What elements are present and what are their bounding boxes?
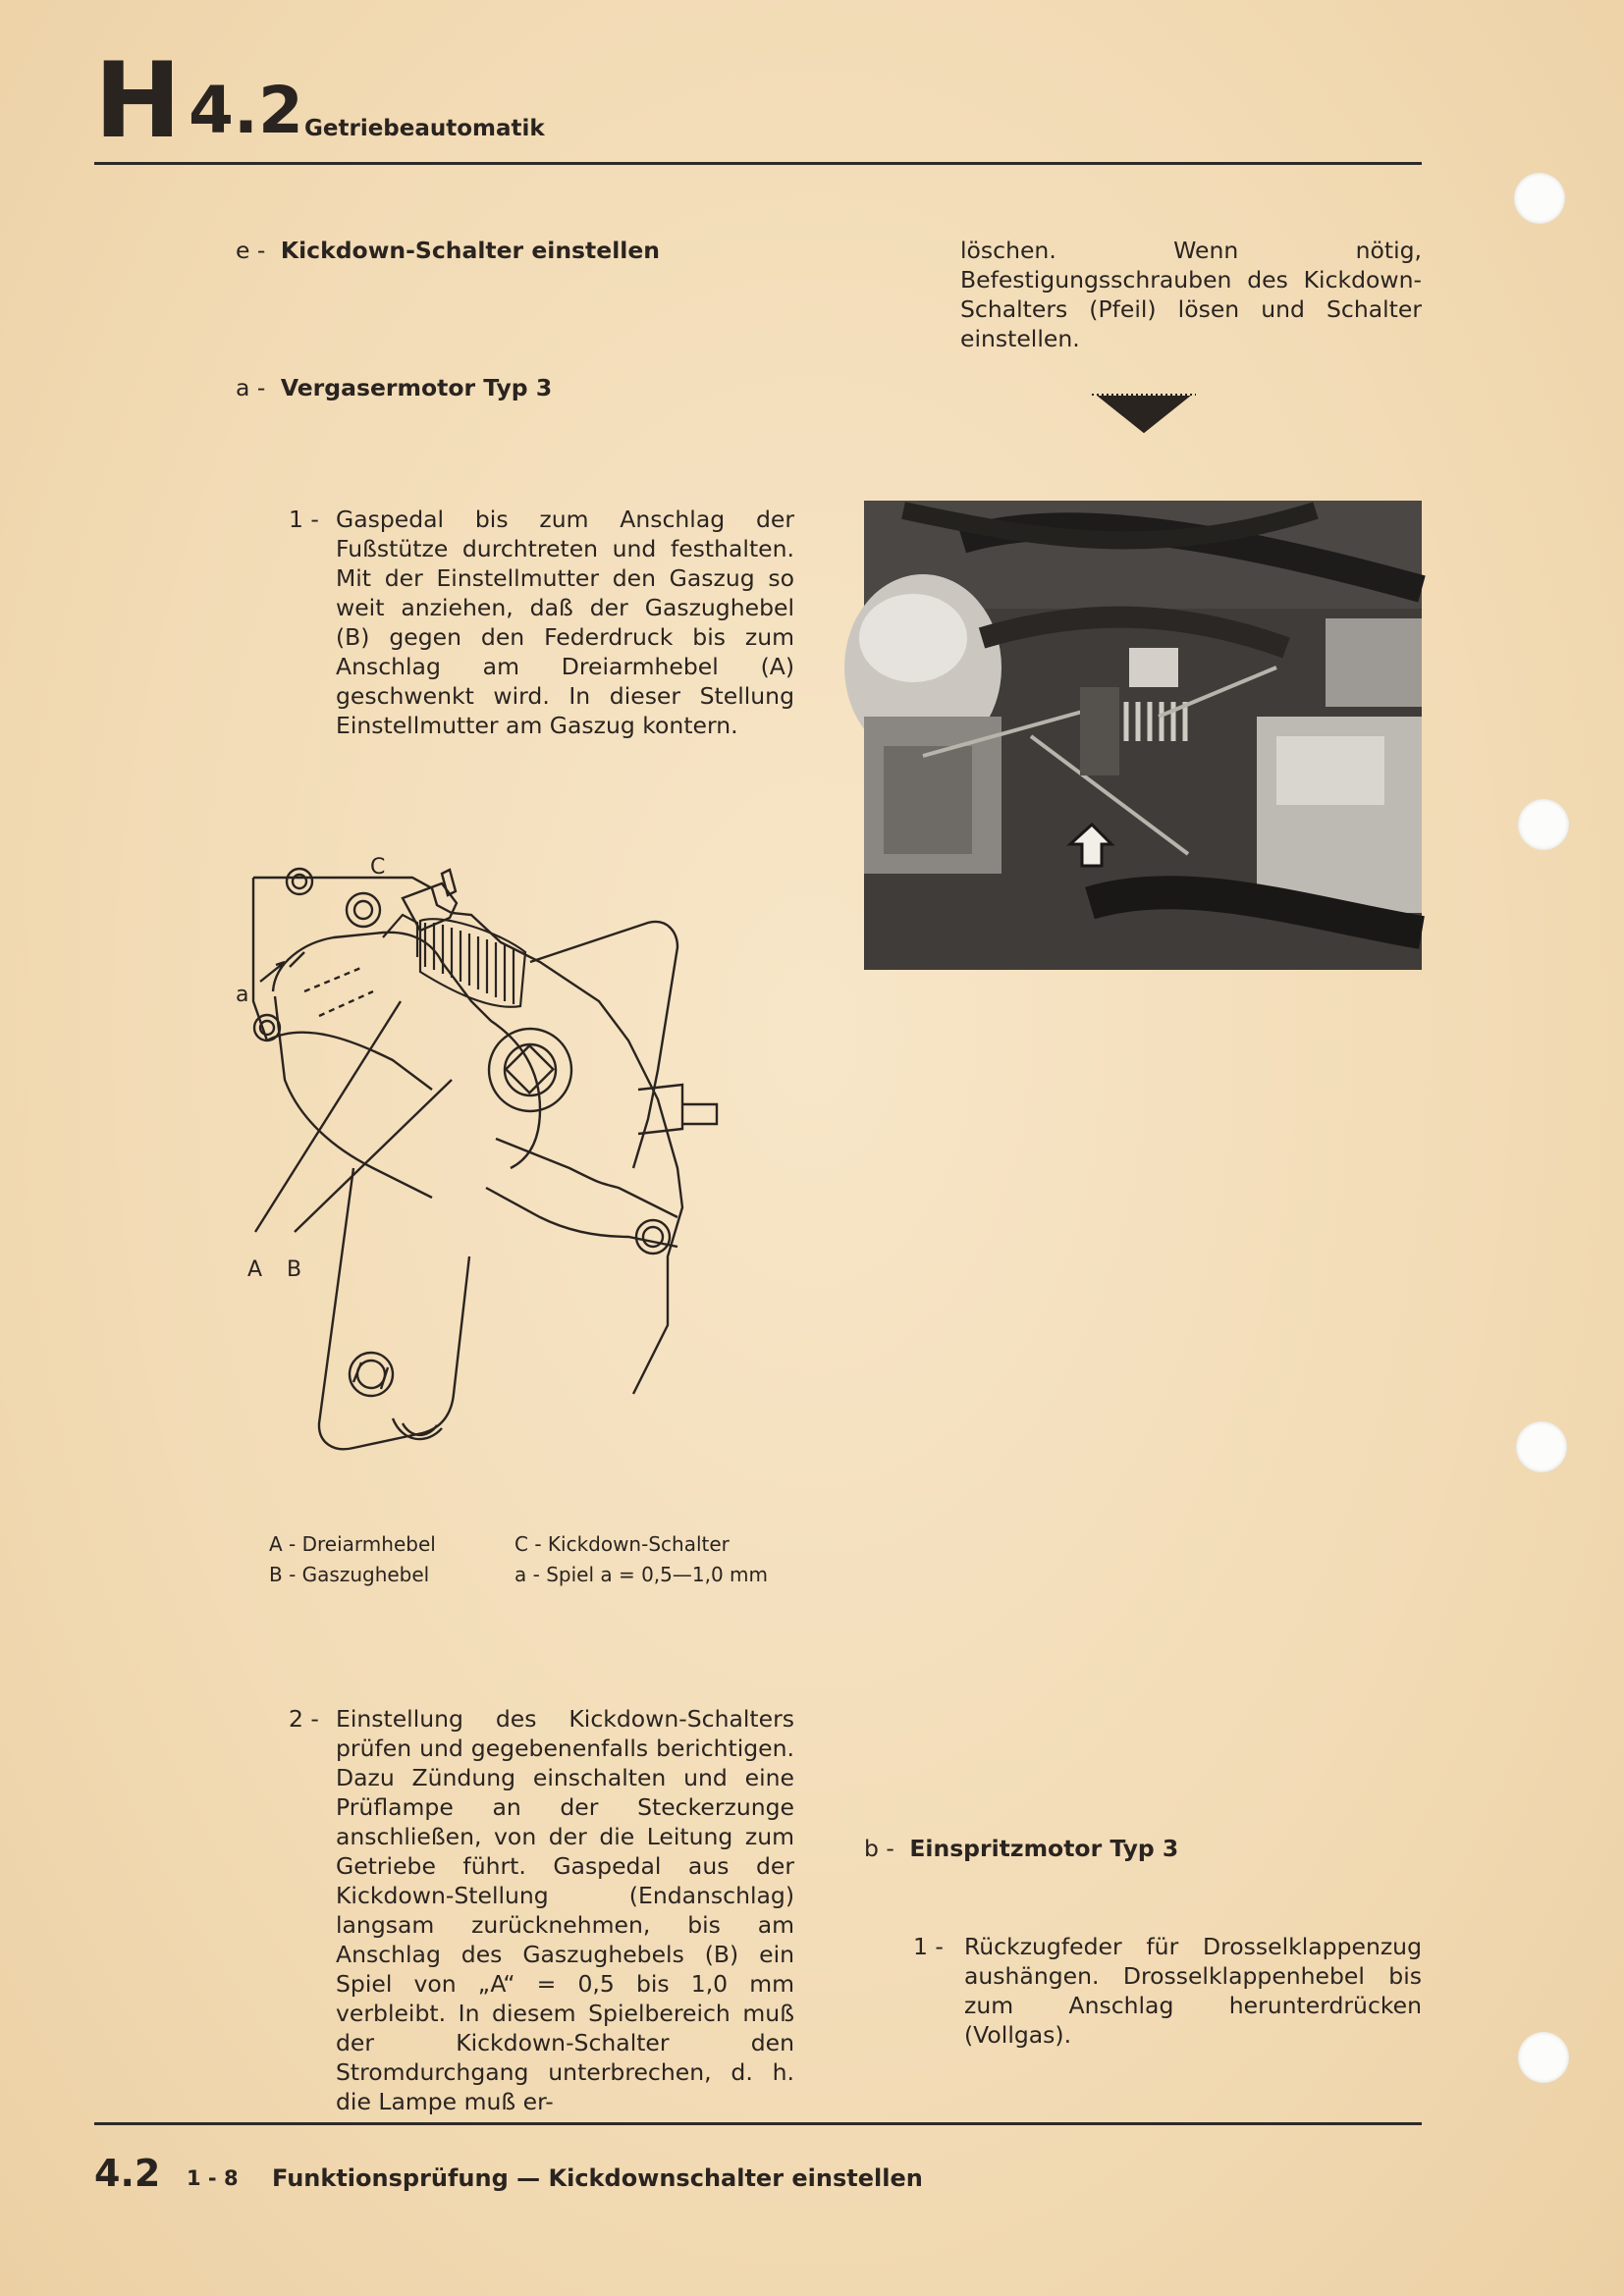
section-a-heading (236, 373, 552, 402)
footer-page-number: 1 - 8 (187, 2166, 239, 2190)
chapter-number: 4.2 (189, 73, 303, 148)
step-2-paragraph (289, 1704, 794, 2116)
continuation-paragraph: löschen. Wenn nötig, Befestigungsschrauben des Kickdown-Schalters (Pfeil) lösen und Schalter einstellen. (960, 237, 1422, 352)
down-arrow-icon (1090, 391, 1198, 434)
binder-hole (1514, 173, 1565, 224)
binder-hole (1518, 2032, 1569, 2083)
section-b-marker: b - (864, 1835, 894, 1862)
legend-b: B - Gaszughebel (269, 1563, 430, 1586)
chapter-title: Getriebeautomatik (304, 116, 545, 141)
step-b1-text: Rückzugfeder für Drosselklappenzug aushängen. Drosselklappenhebel bis zum Anschlag herunterdrücken (Vollgas). (964, 1933, 1422, 2049)
legend-c: C - Kickdown-Schalter (514, 1532, 730, 1556)
legend-play: a - Spiel a = 0,5—1,0 mm (514, 1563, 769, 1586)
section-e-title: Kickdown-Schalter einstellen (280, 237, 660, 264)
footer-section-number: 4.2 (94, 2152, 161, 2195)
step-1-text: Gaspedal bis zum Anschlag der Fußstütze durchtreten und festhalten. Mit der Einstellmutter den Gaszug so weit anziehen, daß der Gaszughebel (B) gegen den Federdruck bis zum Anschlag am Dreiarmhebel (A) geschwenkt wird. In dieser Stellung Einstellmutter am Gaszug kontern. (336, 506, 794, 739)
footer-title: Funktionsprüfung — Kickdownschalter einstellen (272, 2164, 923, 2192)
footer-rule (94, 2122, 1422, 2125)
figure-label-a: A (247, 1257, 263, 1282)
step-1-paragraph (289, 505, 794, 740)
chapter-letter: H (94, 40, 180, 161)
section-a-title: Vergasermotor Typ 3 (280, 374, 553, 401)
binder-hole (1516, 1421, 1567, 1472)
header-rule (94, 162, 1422, 165)
section-b-heading (864, 1834, 1178, 1863)
section-a-marker: a - (236, 374, 266, 401)
figure-label-b: B (287, 1257, 302, 1282)
engine-photo (864, 501, 1422, 970)
step-b1-marker: 1 - (913, 1933, 944, 1960)
section-e-heading (236, 236, 660, 265)
step-2-marker: 2 - (289, 1705, 319, 1733)
figure-label-a-small: a (236, 983, 249, 1007)
step-b1-paragraph (913, 1932, 1422, 2050)
section-b-title: Einspritzmotor Typ 3 (909, 1835, 1179, 1862)
section-e-marker: e - (236, 237, 266, 264)
step-1-marker: 1 - (289, 506, 319, 533)
step-2-text: Einstellung des Kickdown-Schalters prüfen und gegebenenfalls berichtigen. Dazu Zündung einschalten und eine Prüflampe an der Steckerzunge anschließen, von der die Leitung zum Getriebe führt. Gaspedal aus der Kickdown-Stellung (Endanschlag) langsam zurücknehmen, bis am Anschlag des Gaszughebels (B) ein Spiel von „A“ = 0,5 bis 1,0 mm verbleibt. In diesem Spielbereich muß der Kickdown-Schalter den Stromdurchgang unterbrechen, d. h. die Lampe muß er- (336, 1705, 794, 2115)
figure-label-c: C (370, 855, 386, 880)
binder-hole (1518, 799, 1569, 850)
kickdown-lever-drawing (236, 844, 835, 1482)
legend-a: A - Dreiarmhebel (269, 1532, 436, 1556)
